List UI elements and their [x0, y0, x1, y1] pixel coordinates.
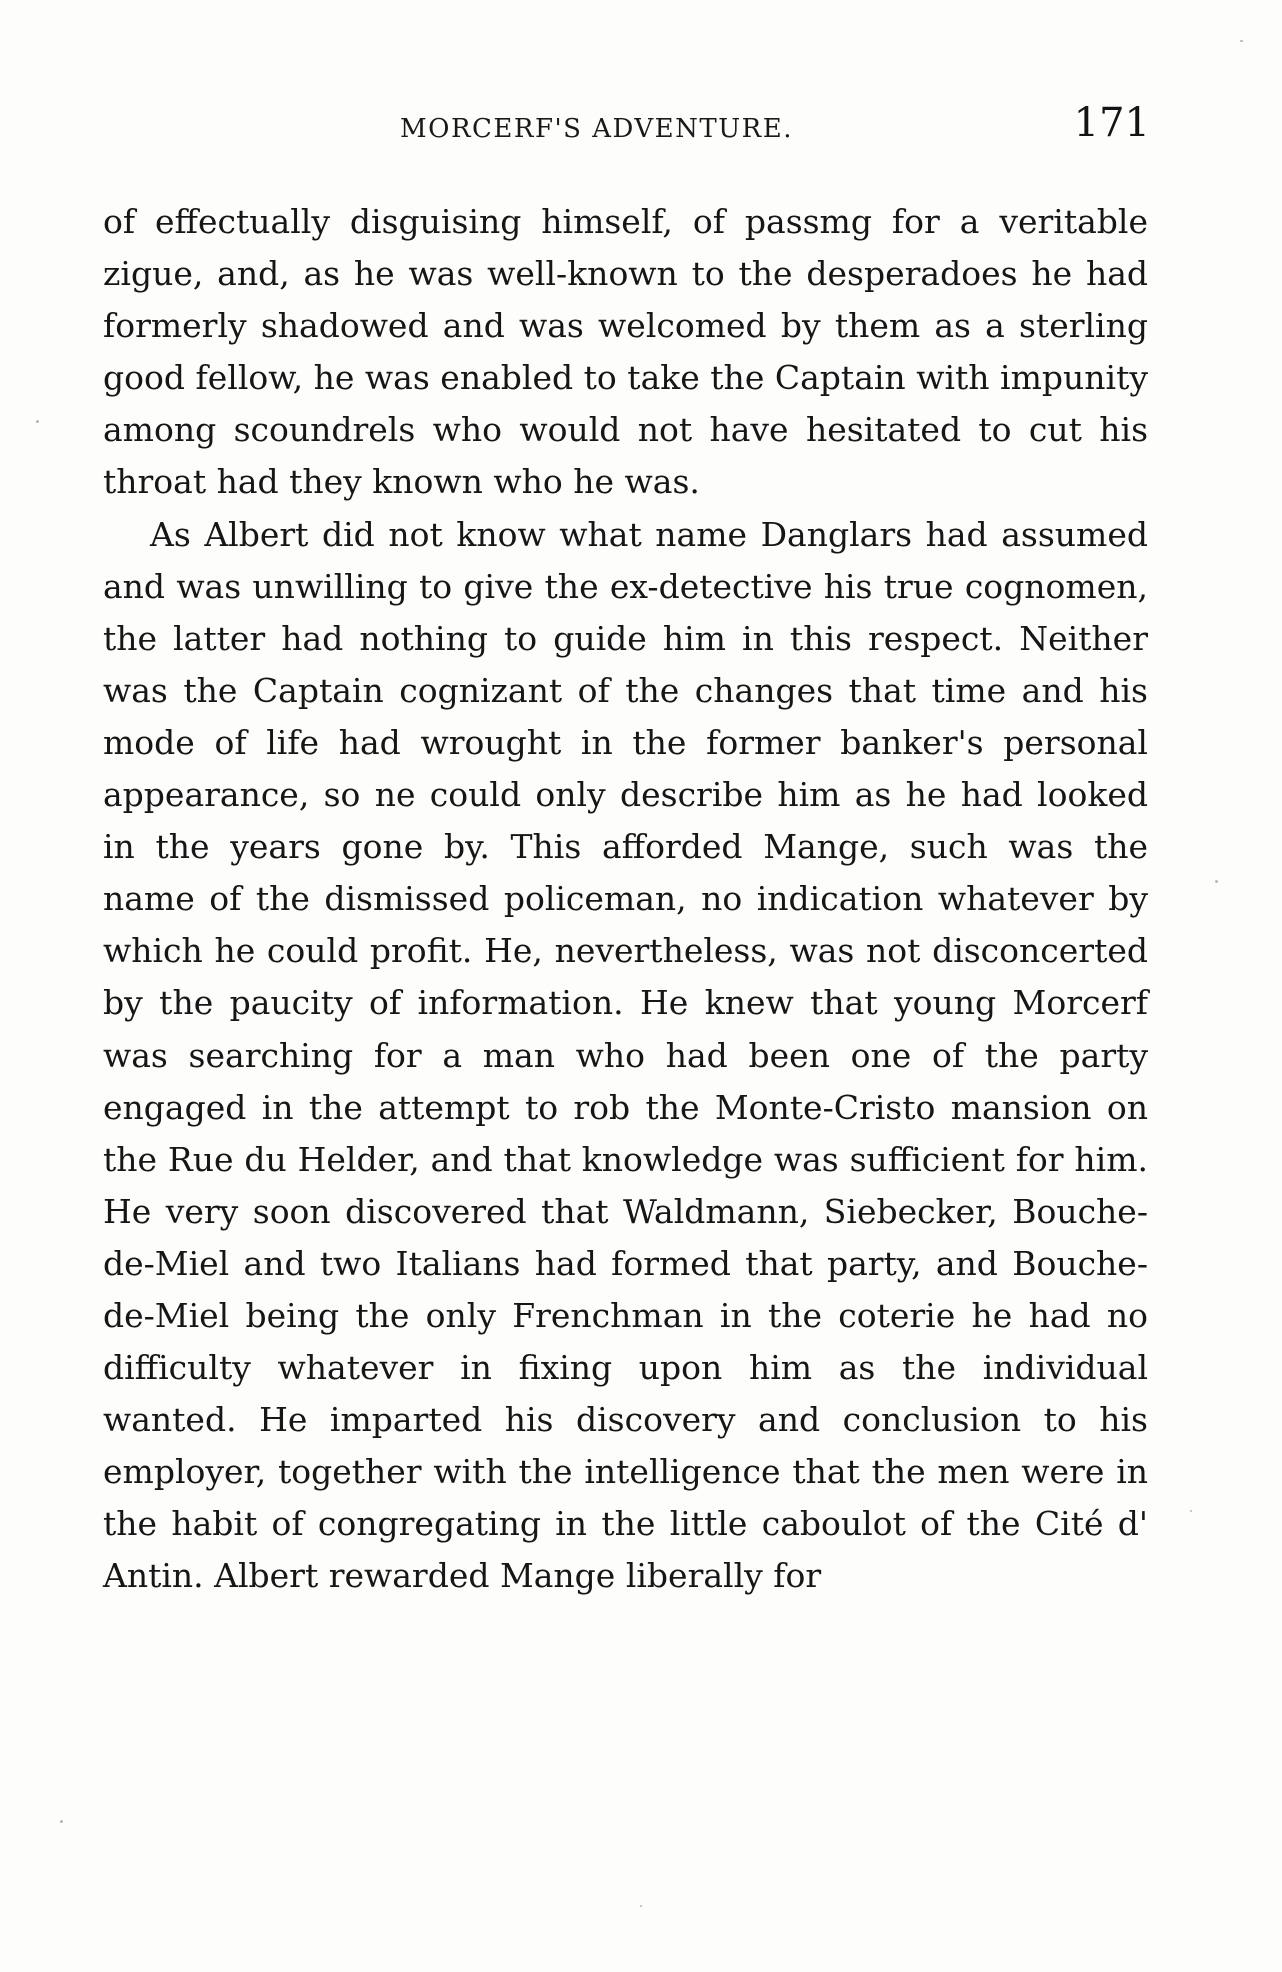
paper-speck [60, 1820, 63, 1823]
body-text [103, 196, 1148, 1603]
paper-speck [640, 1905, 642, 1907]
paragraph-continued: of effectually disguising himself, of passmg for a veritable zigue, and, as he was well-known to the desperadoes he had formerly shadowed and was welcomed by them as a sterling good fellow, he was enabled to take the Captain with impunity among scoundrels who would not have hesitated to cut his throat had they known who he was. [103, 202, 1148, 502]
running-head [100, 100, 1150, 160]
page-number: 171 [1073, 100, 1150, 146]
paper-speck [1190, 1510, 1192, 1512]
paper-speck [1215, 880, 1218, 883]
running-title: MORCERF'S ADVENTURE. [400, 114, 793, 144]
paper-speck [36, 420, 39, 423]
paragraph: As Albert did not know what name Danglars had assumed and was unwilling to give the ex-detective his true cognomen, the latter had nothing to guide him in this respect. Neither was the Captain cognizant of the changes that time and his mode of life had wrought in the former banker's personal appearance, so ne could only describe him as he had looked in the years gone by. This afforded Mange, such was the name of the dismissed policeman, no indication whatever by which he could profit. He, nevertheless, was not disconcerted by the paucity of information. He knew that young Morcerf was searching for a man who had been one of the party engaged in the attempt to rob the Monte-Cristo mansion on the Rue du Helder, and that knowledge was sufficient for him. He very soon discovered that Waldmann, Siebecker, Bouche-de-Miel and two Italians had formed that party, and Bouche-de-Miel being the only Frenchman in the coterie he had no difficulty whatever in fixing upon him as the individual wanted. He imparted his discovery and conclusion to his employer, together with the intelligence that the men were in the habit of congregating in the little caboulot of the Cité d' Antin. Albert rewarded Mange liberally for [103, 514, 1148, 1596]
paper-speck [1240, 40, 1243, 42]
